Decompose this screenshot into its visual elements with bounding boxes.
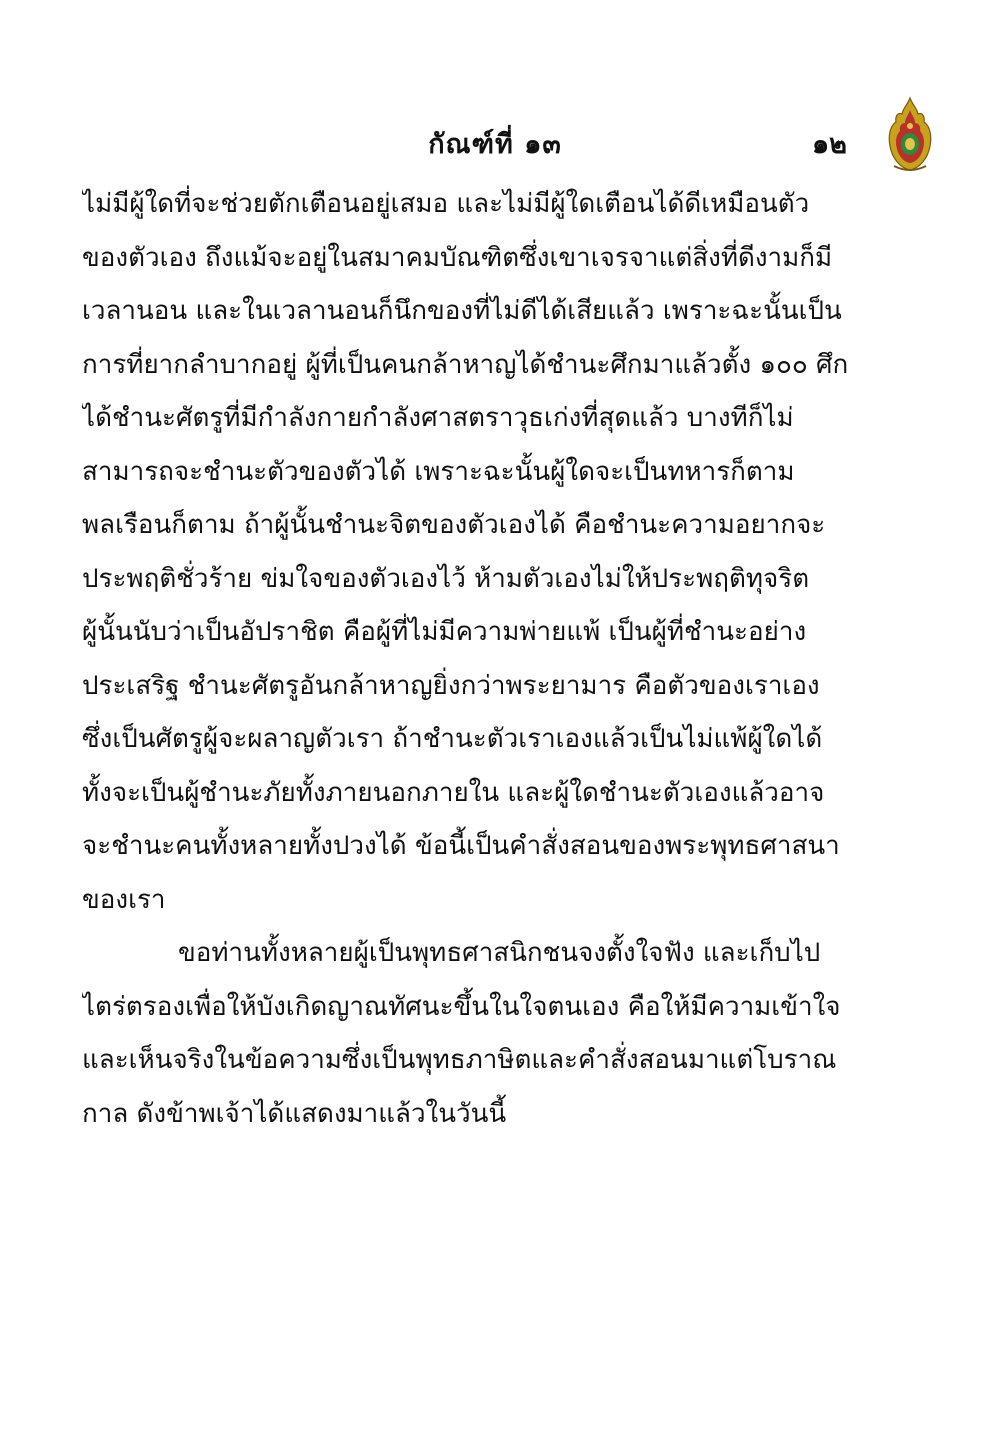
text-line: เวลานอน และในเวลานอนก็นึกของที่ไม่ดีได้เสียแล้ว เพราะฉะนั้นเป็น (82, 296, 842, 326)
text-line: ไตร่ตรองเพื่อให้บังเกิดญาณทัศนะขึ้นในใจตนเอง คือให้มีความเข้าใจ (82, 991, 841, 1022)
text-line: พลเรือนก็ตาม ถ้าผู้นั้นชำนะจิตของตัวเองได้ คือชำนะความอยากจะ (82, 510, 826, 540)
paragraph-start-line: ขอท่านทั้งหลายผู้เป็นพุทธศาสนิกชนจงตั้งใจฟัง และเก็บไป (178, 938, 821, 968)
page-number: ๑๒ (812, 129, 847, 160)
text-line: ผู้นั้นนับว่าเป็นอัปราชิต คือผู้ที่ไม่มีความพ่ายแพ้ เป็นผู้ที่ชำนะอย่าง (82, 617, 807, 647)
text-line: ซึ่งเป็นศัตรูผู้จะผลาญตัวเรา ถ้าชำนะตัวเราเองแล้วเป็นไม่แพ้ผู้ใดได้ (82, 724, 823, 754)
text-line: จะชำนะคนทั้งหลายทั้งปวงได้ ข้อนี้เป็นคำสั่งสอนของพระพุทธศาสนา (82, 831, 840, 861)
text-line: สามารถจะชำนะตัวของตัวได้ เพราะฉะนั้นผู้ใดจะเป็นทหารก็ตาม (82, 456, 795, 487)
body-text (82, 178, 910, 1141)
text-line: ประพฤติชั่วร้าย ข่มใจของตัวเองไว้ ห้ามตัวเองไม่ให้ประพฤติทุจริต (82, 563, 810, 594)
royal-seal-icon (884, 96, 936, 172)
text-line: กาล ดังข้าพเจ้าได้แสดงมาแล้วในวันนี้ (82, 1098, 507, 1129)
chapter-title: กัณฑ์ที่ ๑๓ (428, 129, 562, 160)
text-line: ประเสริฐ ชำนะศัตรูอันกล้าหาญยิ่งกว่าพระยามาร คือตัวของเราเอง (82, 670, 820, 701)
text-line: ของเรา (82, 884, 166, 915)
text-line: และเห็นจริงในข้อความซึ่งเป็นพุทธภาษิตและคำสั่งสอนมาแต่โบราณ (82, 1045, 837, 1075)
text-line: ไม่มีผู้ใดที่จะช่วยตักเตือนอยู่เสมอ และไม่มีผู้ใดเตือนได้ดีเหมือนตัว (82, 189, 810, 219)
text-line: การที่ยากลำบากอยู่ ผู้ที่เป็นคนกล้าหาญได้ชำนะศึกมาแล้วตั้ง ๑๐๐ ศึก (82, 349, 849, 380)
text-line: ของตัวเอง ถึงแม้จะอยู่ในสมาคมบัณฑิตซึ่งเขาเจรจาแต่สิ่งที่ดีงามก็มี (82, 242, 833, 273)
text-line: ทั้งจะเป็นผู้ชำนะภัยทั้งภายนอกภายใน และผู้ใดชำนะตัวเองแล้วอาจ (82, 777, 825, 808)
text-line: ได้ชำนะศัตรูที่มีกำลังกายกำลังศาสตราวุธเก่งที่สุดแล้ว บางทีก็ไม่ (82, 403, 794, 433)
